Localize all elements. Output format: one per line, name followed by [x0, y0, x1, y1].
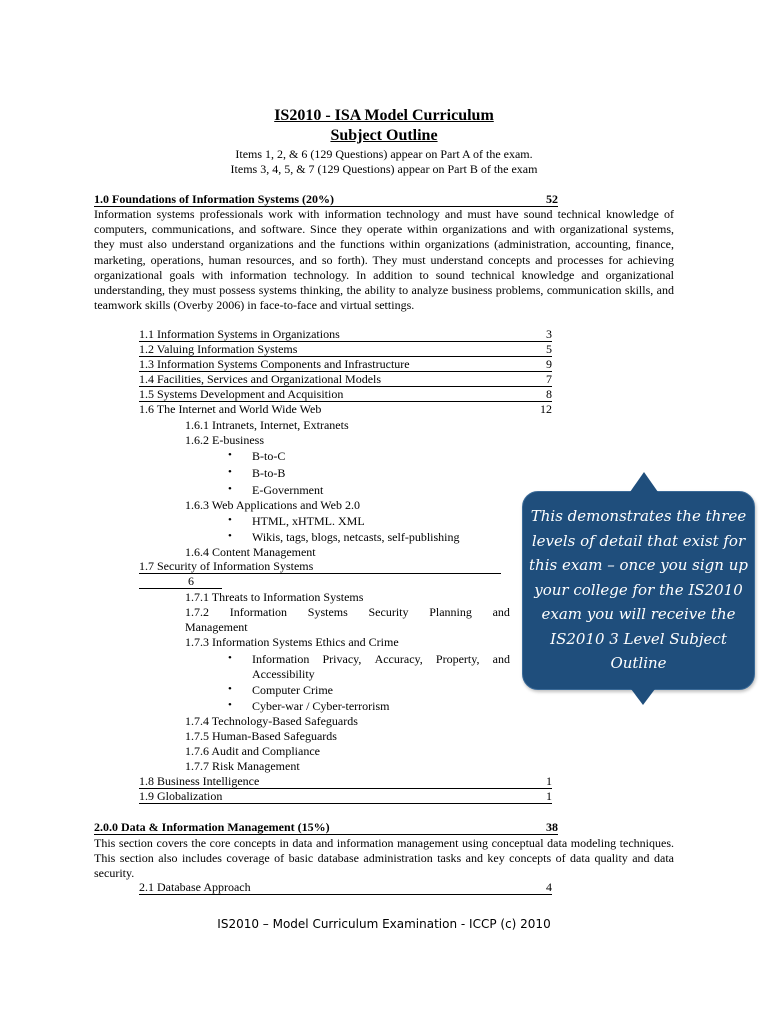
section-2-paragraph: This section covers the core concepts in data and information management using conceptual data modeling techniques. This section also includes coverage of basic database administration tasks and key concepts of data quality and data security.: [94, 836, 674, 881]
subsection-1-7-2-cont: Management: [185, 620, 248, 634]
document-title: IS2010 - ISA Model Curriculum: [274, 107, 494, 124]
toc-label: 1.3 Information Systems Components and Infrastructure: [139, 357, 410, 371]
subsection-1-6-3: 1.6.3 Web Applications and Web 2.0: [185, 498, 360, 512]
toc-row: [139, 775, 552, 789]
subsection-1-7-2: [185, 605, 510, 620]
section-2-heading: [94, 821, 558, 835]
word: Privacy,: [322, 652, 362, 666]
toc-count: 5: [546, 342, 552, 356]
toc-label: 1.7 Security of Information Systems: [139, 559, 314, 573]
toc-row: [139, 328, 552, 342]
section-1-count: 52: [546, 192, 558, 206]
toc-row: [139, 373, 552, 387]
bullet-item: • E-Government: [252, 483, 323, 498]
toc-row: [139, 388, 552, 402]
toc-row: [139, 403, 552, 416]
toc-label: 1.4 Facilities, Services and Organizational Models: [139, 372, 382, 386]
toc-count-1-7: 6: [139, 575, 222, 589]
toc-row: [139, 343, 552, 357]
toc-label: 1.8 Business Intelligence: [139, 774, 260, 788]
word: Property,: [435, 652, 480, 666]
section-1-paragraph: Information systems professionals work with information technology and must have sound technical knowledge of computers, communications, and software. Since they operate within organizations and with organizational systems, they must also understand organizations and the functions within organizations (administration, accounting, finance, marketing, operations, human resources, and so forth). They must understand concepts and processes for achieving organizational goals with information technology. In addition to sound technical knowledge and organizational understanding, they must possess systems thinking, the ability to analyze business problems, communication skills, and teamwork skills (Overby 2006) in face-to-face and virtual settings.: [94, 207, 674, 313]
bullet-item: • Computer Crime: [252, 683, 333, 698]
toc-label: 1.2 Valuing Information Systems: [139, 342, 298, 356]
subsection-1-7-5: 1.7.5 Human-Based Safeguards: [185, 729, 337, 743]
toc-count: 1: [546, 774, 552, 788]
toc-count: 1: [546, 789, 552, 803]
bullet-item: • B-to-B: [252, 466, 285, 481]
word: • Information: [252, 652, 310, 666]
toc-count: 12: [540, 402, 552, 416]
document-subtitle: Subject Outline: [330, 127, 438, 144]
toc-label: 1.5 Systems Development and Acquisition: [139, 387, 344, 401]
callout-text: This demonstrates the three levels of detail that exist for this exam – once you sign up your college for the IS2010 exam you will receive the IS2010 3 Level Subject Outline: [529, 507, 748, 672]
section-2-count: 38: [546, 820, 558, 834]
word: 1.7.2: [185, 605, 209, 619]
subsection-1-6-2: 1.6.2 E-business: [185, 433, 264, 447]
toc-row: [139, 358, 552, 372]
toc-count: 3: [546, 327, 552, 341]
callout-pointer-bottom: [631, 689, 655, 705]
toc-count: 7: [546, 372, 552, 386]
toc-count: 9: [546, 357, 552, 371]
subsection-1-7-3: 1.7.3 Information Systems Ethics and Crime: [185, 635, 399, 649]
subsection-1-6-1: 1.6.1 Intranets, Internet, Extranets: [185, 418, 349, 432]
callout-pointer-top: [630, 472, 658, 492]
subsection-1-7-6: 1.7.6 Audit and Compliance: [185, 744, 320, 758]
word: Information: [229, 605, 288, 619]
toc-label: 1.6 The Internet and World Wide Web: [139, 402, 322, 416]
part-a-note: Items 1, 2, & 6 (129 Questions) appear on Part A of the exam.: [235, 147, 533, 161]
bullet-item-cont: Accessibility: [252, 667, 315, 681]
bullet-item: [252, 652, 510, 667]
info-callout: [522, 491, 755, 690]
bullet-item: • Cyber-war / Cyber-terrorism: [252, 699, 389, 714]
word: and: [492, 605, 510, 619]
bullet-item: • Wikis, tags, blogs, netcasts, self-publishing: [252, 530, 460, 545]
toc-row-1-7: [139, 560, 501, 574]
toc-label: 2.1 Database Approach: [139, 880, 251, 894]
toc-label: 1.1 Information Systems in Organizations: [139, 327, 340, 341]
section-1-heading: [94, 193, 558, 207]
word: Accuracy,: [374, 652, 423, 666]
toc-count: 8: [546, 387, 552, 401]
subsection-1-7-7: 1.7.7 Risk Management: [185, 759, 300, 773]
bullet-item: • B-to-C: [252, 449, 285, 464]
subsection-1-7-1: 1.7.1 Threats to Information Systems: [185, 590, 364, 604]
page-footer: IS2010 – Model Curriculum Examination - ICCP (c) 2010: [217, 917, 551, 931]
subsection-1-6-4: 1.6.4 Content Management: [185, 545, 316, 559]
section-2-title: 2.0.0 Data & Information Management (15%): [94, 820, 330, 834]
word: Planning: [429, 605, 472, 619]
subsection-1-7-4: 1.7.4 Technology-Based Safeguards: [185, 714, 358, 728]
word: Systems: [307, 605, 348, 619]
toc-count: 4: [546, 880, 552, 894]
bullet-item: • HTML, xHTML. XML: [252, 514, 365, 529]
toc-row: [139, 881, 552, 895]
word: and: [492, 652, 510, 666]
toc-row: [139, 790, 552, 804]
word: Security: [368, 605, 409, 619]
section-1-title: 1.0 Foundations of Information Systems (20%): [94, 192, 335, 206]
part-b-note: Items 3, 4, 5, & 7 (129 Questions) appear on Part B of the exam: [230, 162, 538, 176]
toc-label: 1.9 Globalization: [139, 789, 223, 803]
